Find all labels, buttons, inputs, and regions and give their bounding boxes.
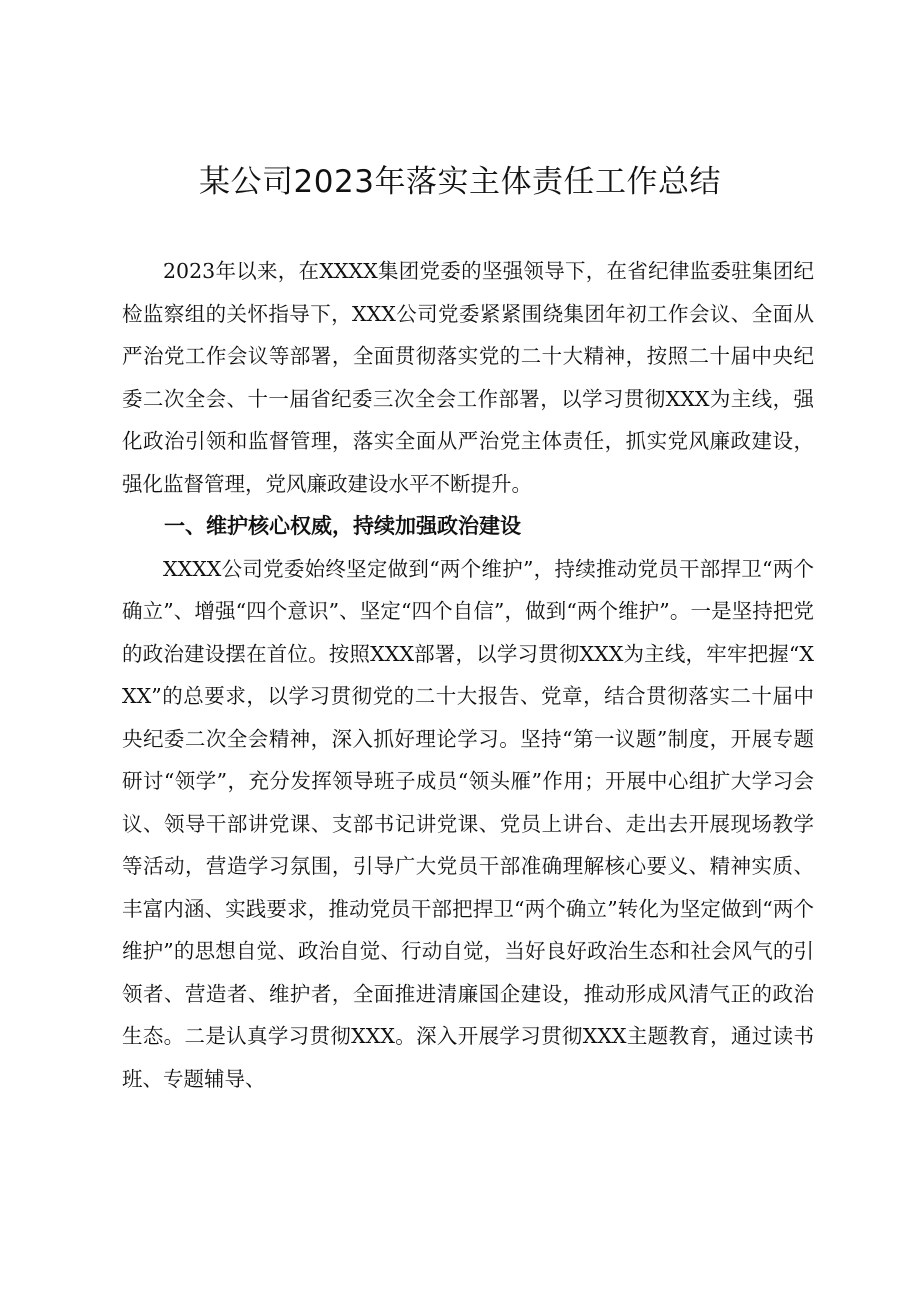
document-body: [122, 250, 814, 1100]
section-paragraph: XXXX公司党委始终坚定做到“两个维护”，持续推动党员干部捍卫“两个确立”、增强“四个意识”、坚定“四个自信”，做到“两个维护”。一是坚持把党的政治建设摆在首位。按照XXX部署，以学习贯彻XXX为主线，牢牢把握“XXX”的总要求，以学习贯彻党的二十大报告、党章，结合贯彻落实二十届中央纪委二次全会精神，深入抓好理论学习。坚持“第一议题”制度，开展专题研讨“领学”，充分发挥领导班子成员“领头雁”作用；开展中心组扩大学习会议、领导干部讲党课、支部书记讲党课、党员上讲台、走出去开展现场教学等活动，营造学习氛围，引导广大党员干部准确理解核心要义、精神实质、丰富内涵、实践要求，推动党员干部把捍卫“两个确立”转化为坚定做到“两个维护”的思想自觉、政治自觉、行动自觉，当好良好政治生态和社会风气的引领者、营造者、维护者，全面推进清廉国企建设，推动形成风清气正的政治生态。二是认真学习贯彻XXX。深入开展学习贯彻XXX主题教育，通过读书班、专题辅导、: [122, 556, 814, 1091]
document-title: 某公司2023年落实主体责任工作总结: [199, 164, 721, 200]
section-heading: 一、维护核心权威，持续加强政治建设: [164, 514, 521, 538]
intro-paragraph: 2023年以来，在XXXX集团党委的坚强领导下，在省纪律监委驻集团纪检监察组的关怀指导下，XXX公司党委紧紧围绕集团年初工作会议、全面从严治党工作会议等部署，全面贯彻落实党的二十大精神，按照二十届中央纪委二次全会、十一届省纪委三次全会工作部署，以学习贯彻XXX为主线，强化政治引领和监督管理，落实全面从严治党主体责任，抓实党风廉政建设，强化监督管理，党风廉政建设水平不断提升。: [122, 259, 814, 496]
